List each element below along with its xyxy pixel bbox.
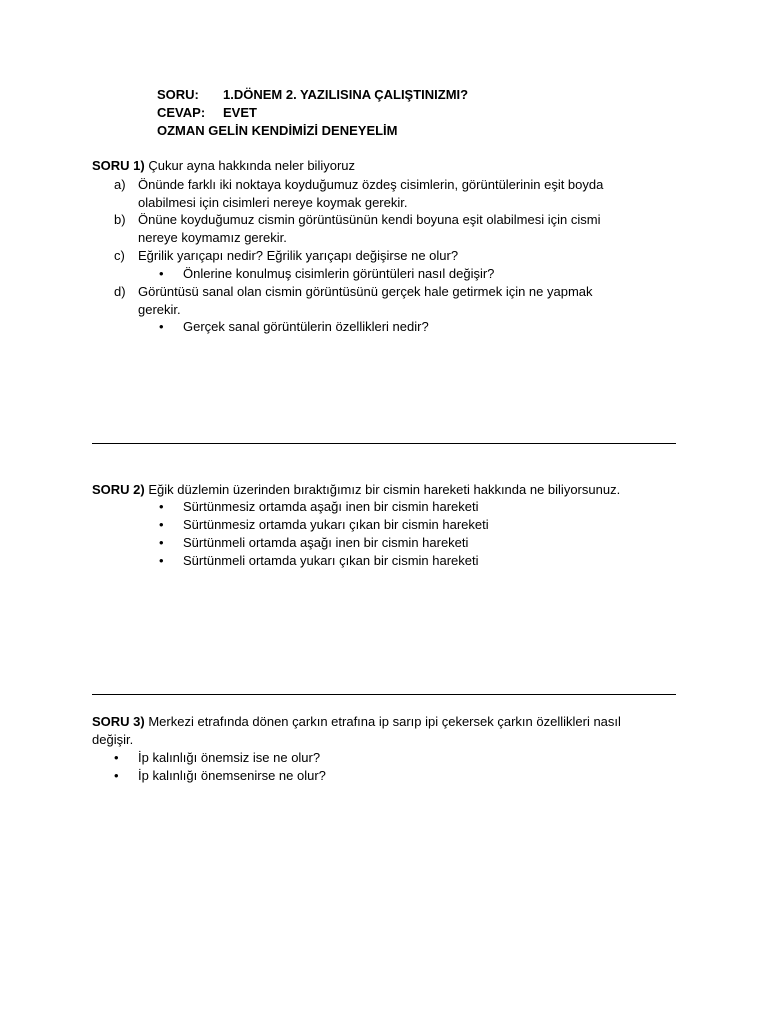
bullet-icon: • bbox=[159, 266, 164, 281]
header-cevap-value: EVET bbox=[223, 105, 257, 120]
bullet-icon: • bbox=[159, 517, 164, 532]
divider-2 bbox=[92, 694, 676, 695]
header-answer-line bbox=[157, 104, 257, 122]
header-soru-value: 1.DÖNEM 2. YAZILISINA ÇALIŞTINIZMI? bbox=[223, 87, 469, 102]
bullet-icon: • bbox=[159, 499, 164, 514]
q1-item-b-marker: b) bbox=[114, 212, 126, 227]
q1-item-c-marker: c) bbox=[114, 248, 125, 263]
q2-label: SORU 2) bbox=[92, 482, 145, 497]
bullet-icon: • bbox=[114, 750, 119, 765]
divider-1 bbox=[92, 443, 676, 444]
q2-text: Eğik düzlemin üzerinden bıraktığımız bir cismin hareketi hakkında ne biliyorsunuz. bbox=[144, 482, 621, 497]
header-line3: OZMAN GELİN KENDİMİZİ DENEYELİM bbox=[157, 123, 398, 138]
q2-bullet-text: Sürtünmeli ortamda aşağı inen bir cismin hareketi bbox=[183, 535, 469, 550]
q1-item-d-line2: gerekir. bbox=[138, 302, 181, 317]
header-cevap-label: CEVAP: bbox=[157, 105, 206, 120]
q2-bullet-text: Sürtünmeli ortamda yukarı çıkan bir cismin hareketi bbox=[183, 553, 479, 568]
bullet-icon: • bbox=[159, 553, 164, 568]
header-soru-label: SORU: bbox=[157, 87, 199, 102]
q3-text-line2: değişir. bbox=[92, 732, 134, 747]
q1-item-c-line1: Eğrilik yarıçapı nedir? Eğrilik yarıçapı değişirse ne olur? bbox=[138, 248, 459, 263]
q2-bullet-text: Sürtünmesiz ortamda aşağı inen bir cismin hareketi bbox=[183, 499, 479, 514]
q1-text: Çukur ayna hakkında neler biliyoruz bbox=[144, 158, 356, 173]
q1-label: SORU 1) bbox=[92, 158, 145, 173]
q1-heading bbox=[92, 157, 355, 175]
q3-bullet-text: İp kalınlığı önemsiz ise ne olur? bbox=[138, 750, 321, 765]
q1-item-d-line1: Görüntüsü sanal olan cismin görüntüsünü gerçek hale getirmek için ne yapmak bbox=[138, 284, 593, 299]
q1-item-b-line2: nereye koymamız gerekir. bbox=[138, 230, 287, 245]
bullet-icon: • bbox=[159, 319, 164, 334]
q1-sub-d-text: Gerçek sanal görüntülerin özellikleri nedir? bbox=[183, 319, 429, 334]
q3-text-line1: Merkezi etrafında dönen çarkın etrafına ip sarıp ipi çekersek çarkın özellikleri nasıl bbox=[144, 714, 621, 729]
q1-item-a-marker: a) bbox=[114, 177, 126, 192]
q1-item-d-marker: d) bbox=[114, 284, 126, 299]
bullet-icon: • bbox=[159, 535, 164, 550]
q1-item-b-line1: Önüne koyduğumuz cismin görüntüsünün kendi boyuna eşit olabilmesi için cismi bbox=[138, 212, 601, 227]
q1-item-a-line1: Önünde farklı iki noktaya koyduğumuz özdeş cisimlerin, görüntülerinin eşit boyda bbox=[138, 177, 604, 192]
header-question-line bbox=[157, 86, 468, 104]
q2-heading bbox=[92, 481, 620, 499]
q2-bullet-text: Sürtünmesiz ortamda yukarı çıkan bir cismin hareketi bbox=[183, 517, 489, 532]
q1-sub-c-text: Önlerine konulmuş cisimlerin görüntüleri nasıl değişir? bbox=[183, 266, 495, 281]
q1-item-a-line2: olabilmesi için cisimleri nereye koymak gerekir. bbox=[138, 195, 408, 210]
q3-heading bbox=[92, 713, 621, 731]
bullet-icon: • bbox=[114, 768, 119, 783]
q3-bullet-text: İp kalınlığı önemsenirse ne olur? bbox=[138, 768, 326, 783]
q3-label: SORU 3) bbox=[92, 714, 145, 729]
